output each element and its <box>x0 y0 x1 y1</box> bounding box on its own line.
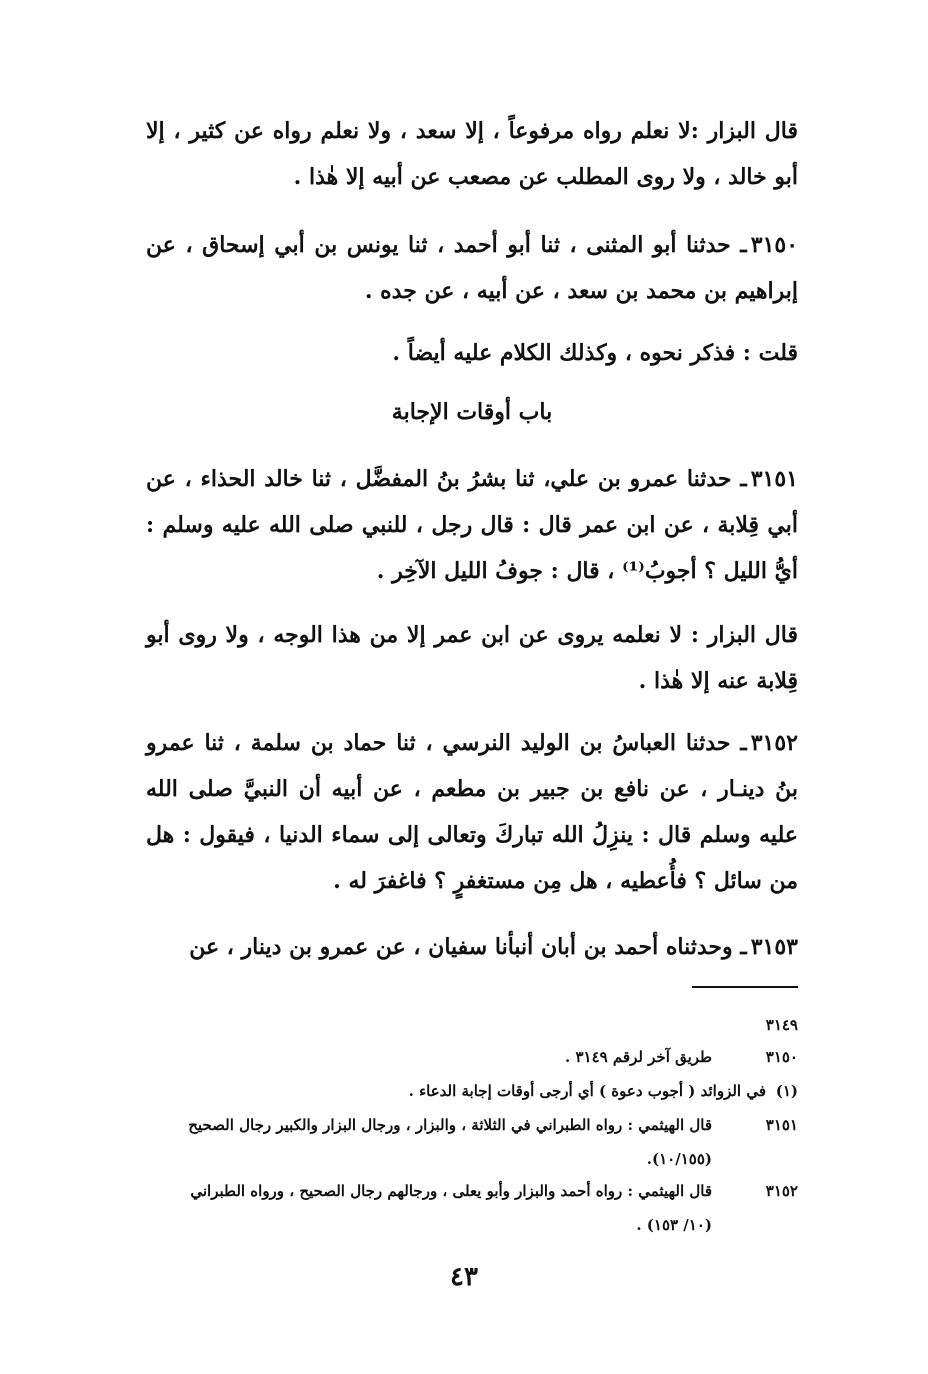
footnote-divider <box>692 986 798 988</box>
footnote-text: قال الهيثمي : رواه أحمد والبزار وأبو يعلى ، ورجالهم رجال الصحيح ، ورواه الطبراني <box>190 1182 712 1200</box>
hadith-text: ـ حدثنا عمرو بن علي، ثنا بشرُ بنُ المفضَّل ، ثنا خالد الحذاء ، عن أبي قِلابة ، عن ابن عمر قال : قال رجل ، للنبي صلى الله عليه وسلم : أيُّ الليل ؟ أجوبُ⁽¹⁾ ، قال : جوفُ الليل الآخِر . <box>146 466 798 584</box>
hadith-3152 <box>146 720 798 904</box>
hadith-number: ٣١٥١ <box>750 466 798 492</box>
footnote-1 <box>146 1074 798 1108</box>
hadith-3151 <box>146 456 798 594</box>
paragraph-bazzar-note-2 <box>146 612 798 704</box>
hadith-text: ـ حدثنا أبو المثنى ، ثنا أبو أحمد ، ثنا يونس بن أبي إسحاق ، عن إبراهيم بن محمد بن سعد ، عن أبيه ، عن جده . <box>146 232 798 304</box>
hadith-text: ـ حدثنا العباسُ بن الوليد النرسي ، ثنا حماد بن سلمة ، ثنا عمرو بنُ دينـار ، عن نافع بن جبير بن مطعم ، عن أبيه أن النبيَّ صلى الله عليه وسلم قال : ينزِلُ الله تباركَ وتعالى إلى سماء الدنيا ، فيقول : هل من سائل ؟ فأُعطيه ، هل مِن مستغفرٍ ؟ فاغفرَ له . <box>146 730 798 894</box>
hadith-3153 <box>146 924 798 970</box>
footnote-number: ٣١٥٠ <box>765 1048 798 1066</box>
footnote-number: ٣١٤٩ <box>765 1016 798 1034</box>
paragraph-text: قال البزار :لا نعلم رواه مرفوعاً ، إلا سعد ، ولا نعلم رواه عن كثير ، إلا أبو خالد ، ولا روى المطلب عن مصعب عن أبيه إلا هٰذا . <box>146 118 798 190</box>
footnote-text: قال الهيثمي : رواه الطبراني في الثلاثة ، والبزار ، ورجال البزار والكبير رجال الصحيح <box>188 1116 712 1134</box>
hadith-number: ٣١٥٣ <box>750 934 798 960</box>
footnote-3150 <box>146 1040 798 1074</box>
hadith-text: ـ وحدثناه أحمد بن أبان أنبأنا سفيان ، عن عمرو بن دينار ، عن <box>189 934 747 960</box>
footnote-text: في الزوائد ( أجوب دعوة ) أي أرجى أوقات إجابة الدعاء . <box>408 1082 766 1100</box>
footnote-number: ٣١٥١ <box>765 1116 798 1134</box>
hadith-number: ٣١٥٠ <box>750 232 799 258</box>
footnote-3152 <box>146 1174 798 1242</box>
hadith-number: ٣١٥٢ <box>750 730 798 756</box>
footnote-number: ٣١٥٢ <box>765 1182 798 1200</box>
paragraph-text: قلت : فذكر نحوه ، وكذلك الكلام عليه أيضاً . <box>392 340 798 366</box>
footnote-text-line-2: (١٠/١٥٥). <box>646 1150 712 1168</box>
footnote-text-line-2: (١٠/ ١٥٣) . <box>636 1216 712 1234</box>
footnote-3151 <box>146 1108 798 1176</box>
chapter-heading: باب أوقات الإجابة <box>391 399 553 425</box>
hadith-3150 <box>146 222 798 314</box>
footnote-number: (١) <box>775 1082 798 1100</box>
paragraph-bazzar-note-1 <box>146 108 798 200</box>
paragraph-author-note <box>146 330 798 376</box>
footnote-text: طريق آخر لرقم ٣١٤٩ . <box>565 1048 712 1066</box>
paragraph-text: قال البزار : لا نعلمه يروى عن ابن عمر إلا من هذا الوجه ، ولا روى أبو قِلابة عنه إلا هٰذا . <box>146 622 798 694</box>
page-number: ٤٣ <box>450 1262 478 1292</box>
